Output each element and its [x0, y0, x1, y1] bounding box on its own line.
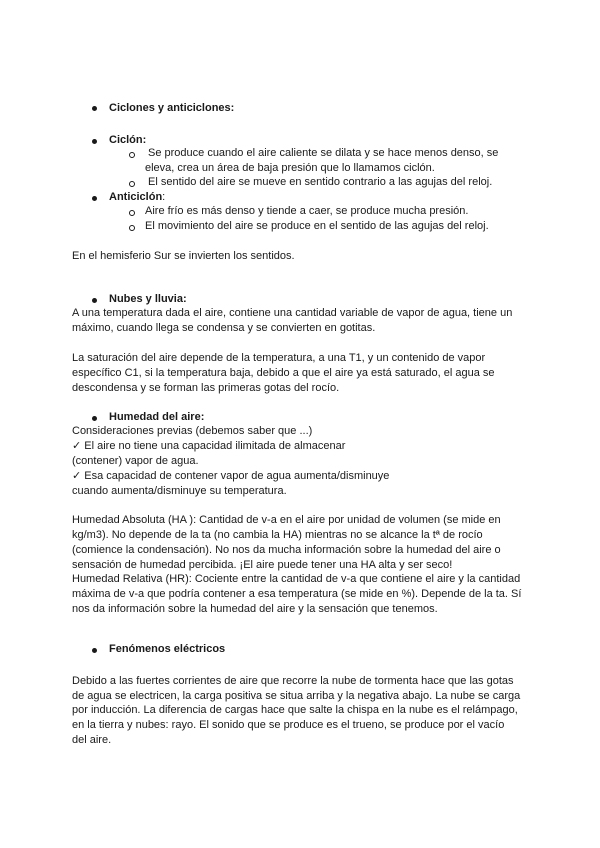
heading-humedad: Humedad del aire: [109, 411, 205, 423]
ciclon-item-2: El sentido del aire se mueve en sentido contrario a las agujas del reloj. [148, 176, 493, 188]
electricos-line-5: del aire. [72, 734, 112, 746]
circle-bullet-icon [129, 181, 135, 187]
subheading-anticiclon [109, 190, 165, 204]
circle-bullet-icon [129, 225, 135, 231]
humedad-p2-line-1: Humedad Absoluta (HA ): Cantidad de v-a en el aire por unidad de volumen (se mide en [72, 514, 501, 526]
anticiclon-item-1: Aire frío es más denso y tiende a caer, se produce mucha presión. [145, 205, 469, 217]
bullet-icon [92, 298, 97, 303]
humedad-line-1: Consideraciones previas (debemos saber que ...) [72, 425, 313, 437]
anticiclon-colon: : [162, 191, 166, 203]
bullet-icon [92, 196, 97, 201]
electricos-line-3: por inducción. La diferencia de cargas hace que salte la chispa en la nube es el relámpago, [72, 704, 518, 716]
nubes-p1-line-1: A una temperatura dada el aire, contiene una cantidad variable de vapor de agua, tiene un [72, 307, 513, 319]
circle-bullet-icon [129, 152, 135, 158]
humedad-line-5: cuando aumenta/disminuye su temperatura. [72, 485, 287, 497]
anticiclon-title: Anticiclón [109, 191, 163, 203]
humedad-line-3: (contener) vapor de agua. [72, 455, 199, 467]
circle-bullet-icon [129, 210, 135, 216]
bullet-icon [92, 416, 97, 421]
heading-electricos: Fenómenos eléctricos [109, 643, 226, 655]
ciclon-item-1-cont: eleva, crea un área de baja presión que lo llamamos ciclón. [145, 162, 435, 174]
nubes-p2-line-1: La saturación del aire depende de la temperatura, a una T1, y un contenido de vapor [72, 352, 486, 364]
humedad-p2-line-4: sensación de humedad percibida. ¡El aire puede tener una HA alta y ser seco! [72, 559, 453, 571]
electricos-line-2: de agua se electricen, la carga positiva se situa arriba y la negativa abajo. La nube se carga [72, 690, 521, 702]
humedad-p2-line-6: máxima de v-a que podría contener a esa temperatura (se mide en %). Depende de la ta. Sí [72, 588, 522, 600]
heading-nubes: Nubes y lluvia: [109, 293, 187, 305]
nubes-p2-line-2: específico C1, si la temperatura baja, debido a que el aire ya está saturado, el agua se [72, 367, 495, 379]
ciclon-item-1: Se produce cuando el aire caliente se dilata y se hace menos denso, se [148, 147, 499, 159]
humedad-line-4: ✓ Esa capacidad de contener vapor de agua aumenta/disminuye [72, 470, 390, 482]
humedad-p2-line-2: kg/m3). No depende de la ta (no cambia la HA) mientras no se alcance la tª de rocío [72, 529, 483, 541]
humedad-p2-line-3: (comience la condensación). No nos da mucha información sobre la humedad del aire o [72, 544, 501, 556]
hemisferio-note: En el hemisferio Sur se invierten los sentidos. [72, 250, 295, 262]
humedad-p2-line-7: nos da información sobre la humedad del aire y la sensación que tenemos. [72, 603, 438, 615]
humedad-p2-line-5: Humedad Relativa (HR): Cociente entre la cantidad de v-a que contiene el aire y la cantidad [72, 573, 521, 585]
subheading-ciclon: Ciclón: [109, 134, 147, 146]
nubes-p1-line-2: máximo, cuando llega se condensa y se convierten en gotitas. [72, 322, 376, 334]
nubes-p2-line-3: descondensa y se forman las primeras gotas del rocío. [72, 382, 340, 394]
humedad-line-2: ✓ El aire no tiene una capacidad ilimitada de almacenar [72, 440, 346, 452]
electricos-line-1: Debido a las fuertes corrientes de aire que recorre la nube de tormenta hace que las gotas [72, 675, 514, 687]
heading-ciclones: Ciclones y anticiclones: [109, 102, 235, 114]
anticiclon-item-2: El movimiento del aire se produce en el sentido de las agujas del reloj. [145, 220, 489, 232]
bullet-icon [92, 648, 97, 653]
electricos-line-4: en la tierra y nubes: rayo. El sonido que se produce es el trueno, se produce por el vacío [72, 719, 505, 731]
bullet-icon [92, 106, 97, 111]
bullet-icon [92, 139, 97, 144]
